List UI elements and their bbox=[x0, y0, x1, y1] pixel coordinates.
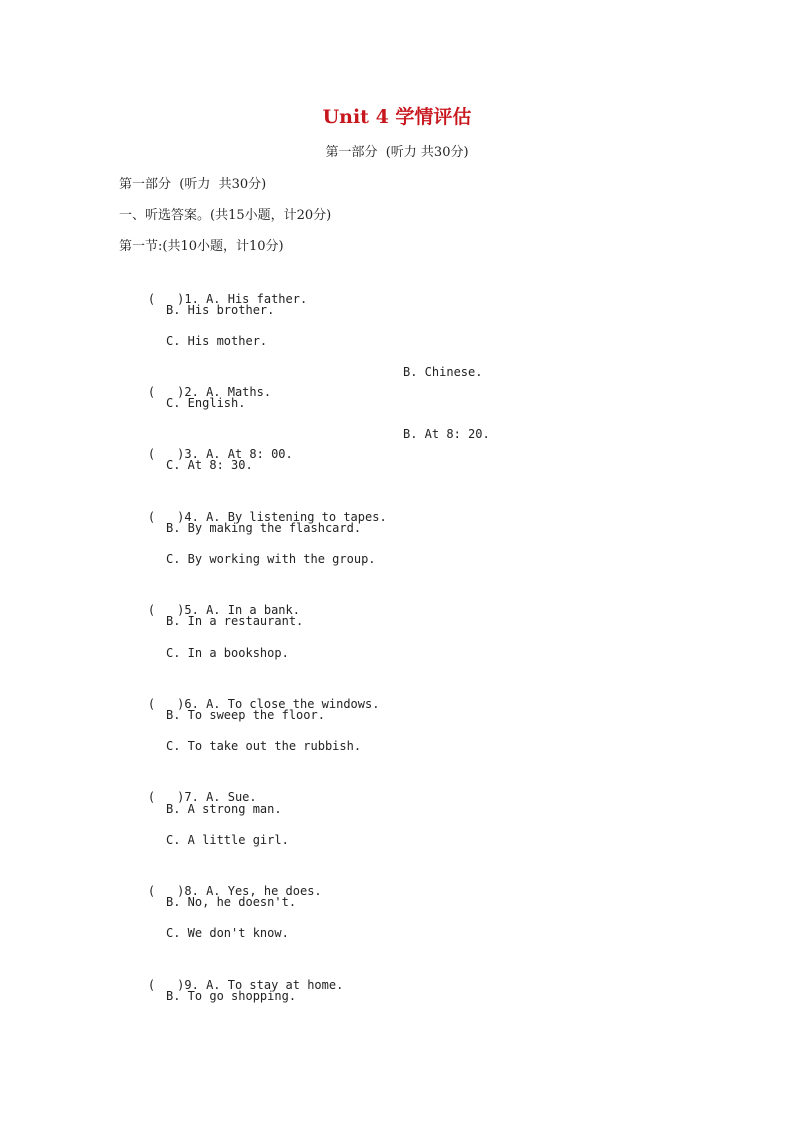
answer-blank-open: ( bbox=[147, 884, 156, 898]
question-7-option-c: C. A little girl. bbox=[166, 833, 289, 847]
question-number: )6. bbox=[177, 697, 199, 711]
question-8 bbox=[119, 861, 322, 921]
option-a: A. By listening to tapes. bbox=[206, 510, 387, 524]
question-number: )5. bbox=[177, 603, 199, 617]
question-8-option-b: B. No, he doesn't. bbox=[166, 895, 297, 909]
question-number: )7. bbox=[177, 790, 199, 804]
question-1-option-c: C. His mother. bbox=[166, 334, 268, 348]
question-6-option-b: B. To sweep the floor. bbox=[166, 708, 325, 722]
answer-blank-open: ( bbox=[147, 385, 156, 399]
page-title: Unit 4 学情评估 bbox=[322, 106, 472, 128]
answer-blank-open: ( bbox=[147, 978, 156, 992]
option-a: A. His father. bbox=[206, 292, 308, 306]
question-9-option-b: B. To go shopping. bbox=[166, 989, 297, 1003]
answer-blank-open: ( bbox=[147, 510, 156, 524]
answer-blank-open: ( bbox=[147, 697, 156, 711]
question-6 bbox=[119, 674, 379, 734]
question-6-option-c: C. To take out the rubbish. bbox=[166, 739, 362, 753]
question-3-option-b: B. At 8: 20. bbox=[403, 427, 490, 441]
option-a: A. At 8: 00. bbox=[206, 447, 293, 461]
option-a: A. In a bank. bbox=[206, 603, 300, 617]
question-5 bbox=[119, 580, 300, 640]
option-a: A. Yes, he does. bbox=[206, 884, 322, 898]
question-2-option-c: C. English. bbox=[166, 396, 246, 410]
question-3 bbox=[119, 424, 293, 484]
section-part-heading: 第一部分 (听力 共30分) bbox=[119, 177, 267, 192]
question-number: )2. bbox=[177, 385, 199, 399]
answer-blank-open: ( bbox=[147, 447, 156, 461]
section-task-heading: 一、听选答案。(共15小题，计20分) bbox=[119, 208, 332, 223]
question-1 bbox=[119, 269, 307, 329]
option-a: A. Maths. bbox=[206, 385, 272, 399]
question-4-option-c: C. By working with the group. bbox=[166, 552, 376, 566]
question-8-option-c: C. We don't know. bbox=[166, 926, 289, 940]
question-number: )1. bbox=[177, 292, 199, 306]
question-number: )9. bbox=[177, 978, 199, 992]
question-5-option-c: C. In a bookshop. bbox=[166, 646, 289, 660]
answer-blank-open: ( bbox=[147, 603, 156, 617]
answer-blank-open: ( bbox=[147, 292, 156, 306]
question-2-option-b: B. Chinese. bbox=[403, 365, 483, 379]
question-9 bbox=[119, 955, 343, 1015]
question-number: )8. bbox=[177, 884, 199, 898]
question-4 bbox=[119, 487, 387, 547]
option-a: A. To close the windows. bbox=[206, 697, 380, 711]
question-number: )3. bbox=[177, 447, 199, 461]
question-3-option-c: C. At 8: 30. bbox=[166, 458, 253, 472]
page-subtitle: 第一部分 (听力 共30分) bbox=[325, 145, 469, 160]
answer-blank-open: ( bbox=[147, 790, 156, 804]
question-4-option-b: B. By making the flashcard. bbox=[166, 521, 362, 535]
section-sub-heading: 第一节:(共10小题，计10分) bbox=[119, 239, 284, 254]
question-2 bbox=[119, 362, 271, 422]
question-7-option-b: B. A strong man. bbox=[166, 802, 282, 816]
question-1-option-b: B. His brother. bbox=[166, 303, 275, 317]
option-a: A. To stay at home. bbox=[206, 978, 344, 992]
question-5-option-b: B. In a restaurant. bbox=[166, 614, 304, 628]
question-number: )4. bbox=[177, 510, 199, 524]
option-a: A. Sue. bbox=[206, 790, 257, 804]
